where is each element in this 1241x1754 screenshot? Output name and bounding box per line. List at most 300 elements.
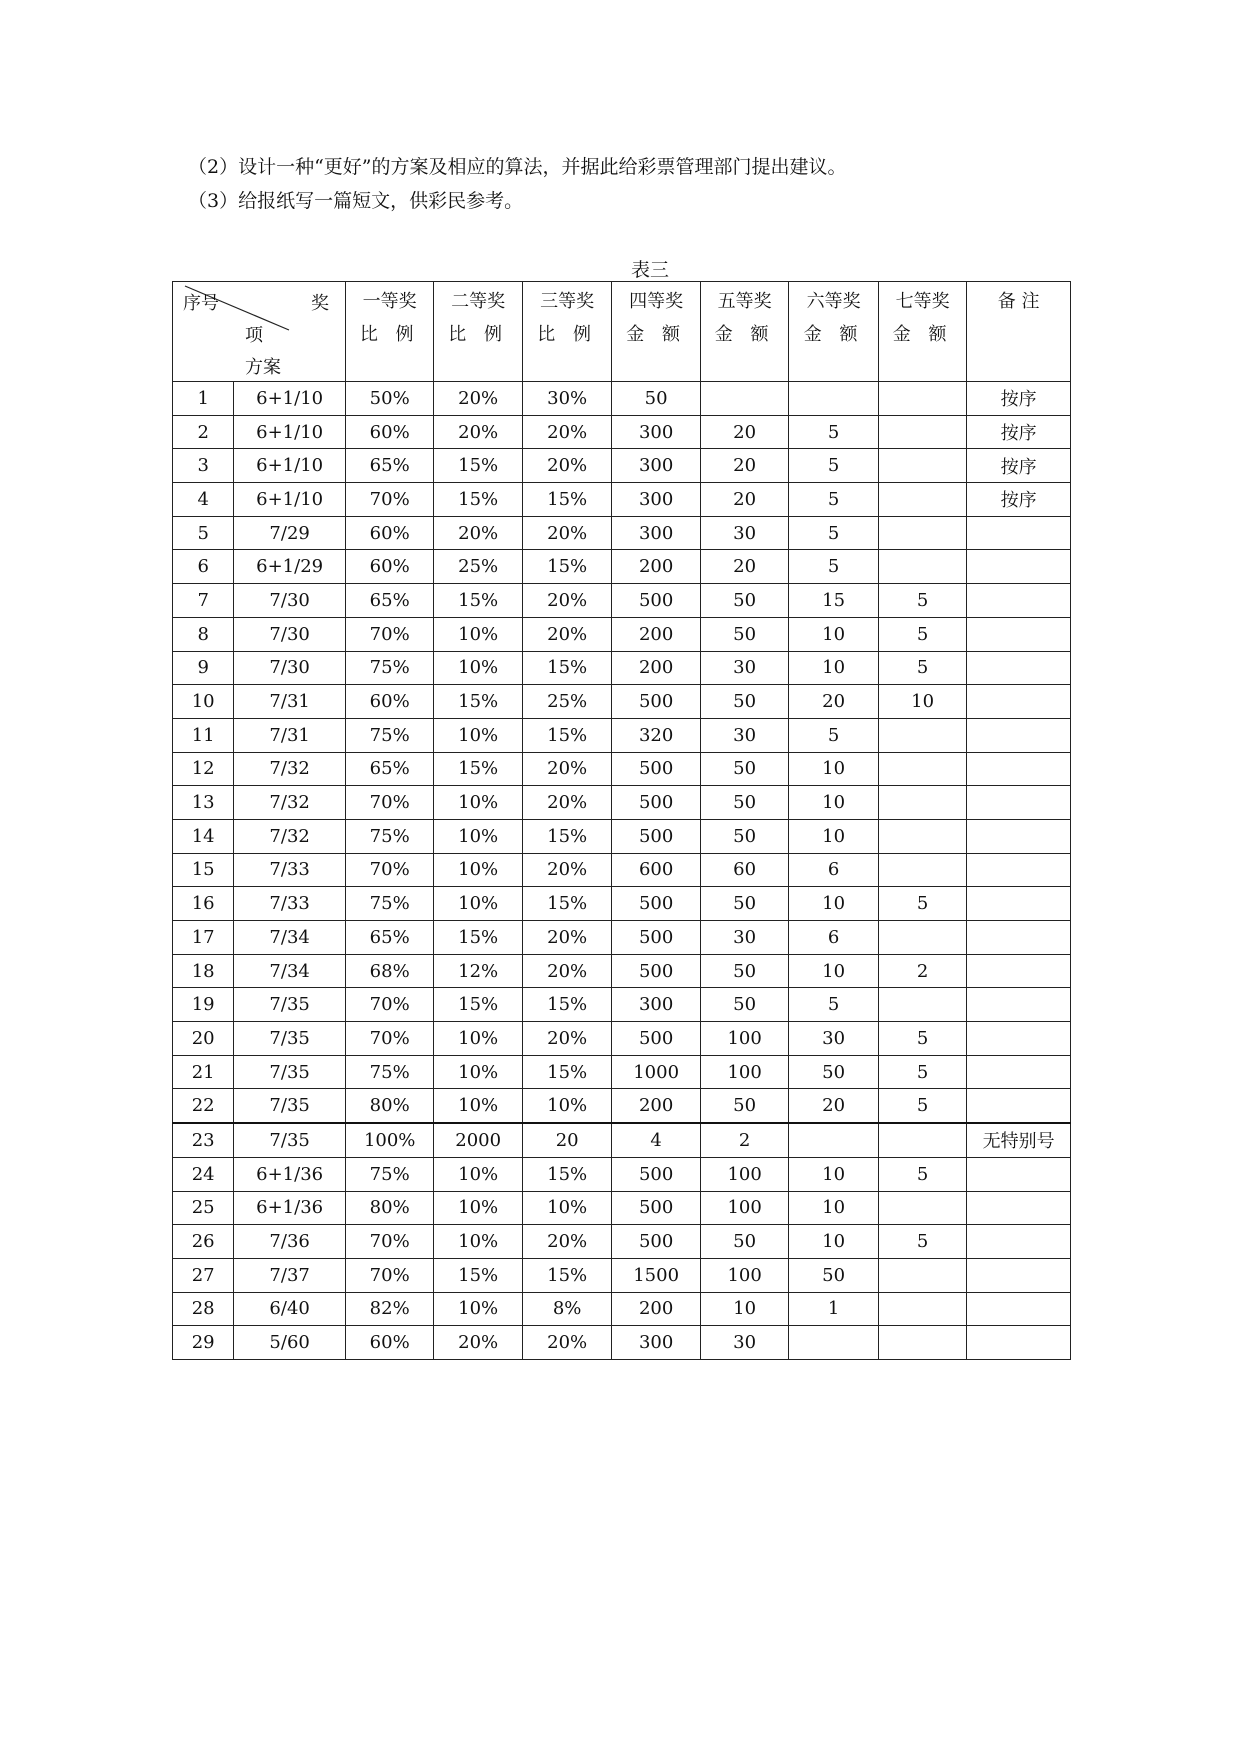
cell-seq: 15 [173, 853, 234, 887]
header-col-3-line2: 比 例 [537, 324, 598, 345]
cell-prize2-ratio: 10% [434, 617, 522, 651]
cell-scheme: 7/32 [234, 786, 346, 820]
cell-prize7-amount [878, 752, 966, 786]
cell-remarks [967, 988, 1071, 1022]
cell-prize4-amount: 300 [612, 483, 700, 517]
cell-scheme: 7/35 [234, 1089, 346, 1123]
cell-prize5-amount: 30 [700, 1326, 788, 1360]
cell-prize3-ratio: 20% [522, 516, 611, 550]
cell-prize2-ratio: 15% [434, 584, 522, 618]
cell-prize7-amount: 5 [878, 1089, 966, 1123]
table-row [173, 685, 1071, 719]
cell-remarks: 按序 [967, 382, 1071, 416]
cell-remarks [967, 1055, 1071, 1089]
cell-prize7-amount [878, 718, 966, 752]
cell-prize4-amount: 300 [612, 1326, 700, 1360]
cell-prize4-amount: 500 [612, 685, 700, 719]
table-row [173, 1292, 1071, 1326]
table-row [173, 516, 1071, 550]
cell-scheme: 7/29 [234, 516, 346, 550]
cell-seq: 13 [173, 786, 234, 820]
header-col-4-line1: 四等奖 [629, 291, 684, 312]
cell-remarks [967, 786, 1071, 820]
header-col-4-line2: 金 额 [626, 324, 686, 345]
cell-prize2-ratio: 15% [434, 449, 522, 483]
cell-prize1-ratio: 100% [345, 1123, 433, 1157]
header-col-3 [522, 282, 611, 382]
cell-seq: 24 [173, 1157, 234, 1191]
cell-prize4-amount: 500 [612, 786, 700, 820]
cell-prize3-ratio: 15% [522, 483, 611, 517]
cell-prize3-ratio: 20% [522, 415, 611, 449]
header-col-2-line2: 比 例 [448, 324, 509, 345]
cell-prize2-ratio: 15% [434, 685, 522, 719]
cell-prize7-amount [878, 988, 966, 1022]
cell-remarks [967, 1326, 1071, 1360]
cell-prize7-amount [878, 819, 966, 853]
cell-prize6-amount: 10 [789, 954, 878, 988]
cell-scheme: 6+1/10 [234, 382, 346, 416]
lottery-scheme-table [172, 281, 1071, 1360]
table-header-row [173, 282, 1071, 382]
cell-scheme: 7/34 [234, 954, 346, 988]
cell-seq: 9 [173, 651, 234, 685]
cell-remarks [967, 685, 1071, 719]
cell-seq: 20 [173, 1022, 234, 1056]
cell-prize4-amount: 200 [612, 1089, 700, 1123]
cell-prize5-amount: 100 [700, 1191, 788, 1225]
cell-prize1-ratio: 70% [345, 483, 433, 517]
cell-prize3-ratio: 15% [522, 1055, 611, 1089]
cell-prize3-ratio: 20% [522, 786, 611, 820]
cell-prize5-amount: 2 [700, 1123, 788, 1157]
header-col-7 [878, 282, 966, 382]
header-item-label: 项 [245, 325, 263, 346]
cell-prize4-amount: 300 [612, 516, 700, 550]
cell-seq: 23 [173, 1123, 234, 1157]
cell-prize6-amount: 10 [789, 1225, 878, 1259]
cell-prize2-ratio: 10% [434, 1157, 522, 1191]
header-col-1 [345, 282, 433, 382]
cell-prize4-amount: 300 [612, 415, 700, 449]
cell-prize7-amount [878, 1191, 966, 1225]
cell-prize4-amount: 600 [612, 853, 700, 887]
cell-prize3-ratio: 30% [522, 382, 611, 416]
cell-prize5-amount: 100 [700, 1022, 788, 1056]
table-row [173, 752, 1071, 786]
cell-prize6-amount: 10 [789, 1191, 878, 1225]
cell-prize3-ratio: 20% [522, 617, 611, 651]
header-seq-label: 序号 [183, 293, 219, 314]
cell-scheme: 7/36 [234, 1225, 346, 1259]
cell-remarks [967, 1258, 1071, 1292]
table-row [173, 1225, 1071, 1259]
cell-prize2-ratio: 20% [434, 415, 522, 449]
cell-prize3-ratio: 20% [522, 584, 611, 618]
table-row [173, 819, 1071, 853]
cell-prize7-amount [878, 1123, 966, 1157]
table-row [173, 1326, 1071, 1360]
cell-prize1-ratio: 70% [345, 1225, 433, 1259]
cell-prize5-amount: 20 [700, 415, 788, 449]
cell-remarks [967, 1022, 1071, 1056]
cell-prize7-amount [878, 1326, 966, 1360]
cell-prize7-amount [878, 449, 966, 483]
cell-prize5-amount: 50 [700, 752, 788, 786]
cell-prize2-ratio: 20% [434, 382, 522, 416]
table-row [173, 584, 1071, 618]
cell-prize7-amount [878, 853, 966, 887]
cell-prize5-amount: 30 [700, 651, 788, 685]
cell-prize1-ratio: 70% [345, 988, 433, 1022]
cell-prize6-amount: 5 [789, 449, 878, 483]
cell-scheme: 6+1/10 [234, 415, 346, 449]
table-caption: 表三 [630, 259, 669, 281]
cell-prize5-amount: 50 [700, 617, 788, 651]
cell-prize1-ratio: 75% [345, 1157, 433, 1191]
cell-prize6-amount: 5 [789, 516, 878, 550]
table-row [173, 1123, 1071, 1157]
cell-prize1-ratio: 65% [345, 752, 433, 786]
cell-prize4-amount: 500 [612, 921, 700, 955]
cell-prize3-ratio: 20 [522, 1123, 611, 1157]
cell-prize3-ratio: 15% [522, 651, 611, 685]
cell-prize6-amount: 5 [789, 415, 878, 449]
header-col-5-line2: 金 额 [714, 324, 775, 345]
cell-seq: 8 [173, 617, 234, 651]
cell-prize2-ratio: 20% [434, 1326, 522, 1360]
cell-seq: 16 [173, 887, 234, 921]
cell-seq: 4 [173, 483, 234, 517]
cell-prize3-ratio: 25% [522, 685, 611, 719]
cell-remarks: 无特别号 [967, 1123, 1071, 1157]
cell-prize3-ratio: 15% [522, 550, 611, 584]
cell-prize4-amount: 500 [612, 1225, 700, 1259]
cell-scheme: 7/30 [234, 617, 346, 651]
cell-scheme: 7/34 [234, 921, 346, 955]
table-row [173, 617, 1071, 651]
cell-scheme: 7/32 [234, 819, 346, 853]
cell-prize5-amount: 20 [700, 449, 788, 483]
cell-scheme: 7/32 [234, 752, 346, 786]
cell-seq: 3 [173, 449, 234, 483]
cell-prize7-amount [878, 415, 966, 449]
cell-seq: 25 [173, 1191, 234, 1225]
cell-remarks: 按序 [967, 483, 1071, 517]
table-row [173, 382, 1071, 416]
table-row [173, 1258, 1071, 1292]
cell-prize1-ratio: 75% [345, 1055, 433, 1089]
cell-prize2-ratio: 2000 [434, 1123, 522, 1157]
cell-prize1-ratio: 68% [345, 954, 433, 988]
cell-prize6-amount: 5 [789, 483, 878, 517]
cell-prize1-ratio: 70% [345, 786, 433, 820]
cell-prize2-ratio: 10% [434, 1089, 522, 1123]
cell-prize7-amount: 5 [878, 584, 966, 618]
header-col-4 [612, 282, 700, 382]
cell-prize4-amount: 500 [612, 887, 700, 921]
cell-prize5-amount: 60 [700, 853, 788, 887]
cell-prize7-amount: 2 [878, 954, 966, 988]
cell-seq: 26 [173, 1225, 234, 1259]
cell-prize3-ratio: 15% [522, 1157, 611, 1191]
cell-seq: 18 [173, 954, 234, 988]
cell-seq: 2 [173, 415, 234, 449]
cell-prize4-amount: 50 [612, 382, 700, 416]
cell-prize3-ratio: 20% [522, 752, 611, 786]
cell-prize6-amount: 6 [789, 853, 878, 887]
cell-prize5-amount: 50 [700, 786, 788, 820]
cell-scheme: 6+1/29 [234, 550, 346, 584]
cell-prize7-amount: 10 [878, 685, 966, 719]
cell-prize1-ratio: 60% [345, 685, 433, 719]
cell-seq: 11 [173, 718, 234, 752]
cell-prize7-amount: 5 [878, 617, 966, 651]
table-row [173, 1055, 1071, 1089]
header-scheme-label: 方案 [245, 357, 281, 378]
cell-scheme: 6+1/36 [234, 1191, 346, 1225]
cell-remarks [967, 887, 1071, 921]
cell-prize5-amount: 50 [700, 1225, 788, 1259]
header-col-remarks [967, 282, 1071, 382]
cell-prize3-ratio: 20% [522, 853, 611, 887]
cell-prize7-amount [878, 483, 966, 517]
cell-prize3-ratio: 15% [522, 988, 611, 1022]
cell-prize4-amount: 200 [612, 651, 700, 685]
cell-prize5-amount: 10 [700, 1292, 788, 1326]
cell-prize1-ratio: 75% [345, 718, 433, 752]
header-col-6-line2: 金 额 [803, 324, 864, 345]
cell-prize2-ratio: 10% [434, 887, 522, 921]
cell-prize1-ratio: 60% [345, 550, 433, 584]
cell-prize2-ratio: 10% [434, 786, 522, 820]
cell-remarks: 按序 [967, 415, 1071, 449]
cell-seq: 27 [173, 1258, 234, 1292]
cell-scheme: 6/40 [234, 1292, 346, 1326]
cell-prize2-ratio: 10% [434, 1022, 522, 1056]
header-col-remarks-line1: 备 注 [997, 291, 1040, 312]
cell-prize7-amount: 5 [878, 651, 966, 685]
cell-prize1-ratio: 70% [345, 1258, 433, 1292]
cell-seq: 5 [173, 516, 234, 550]
cell-prize4-amount: 500 [612, 752, 700, 786]
cell-prize6-amount: 5 [789, 718, 878, 752]
cell-remarks: 按序 [967, 449, 1071, 483]
cell-prize5-amount: 100 [700, 1157, 788, 1191]
cell-prize5-amount: 30 [700, 516, 788, 550]
cell-remarks [967, 550, 1071, 584]
table-row [173, 483, 1071, 517]
cell-remarks [967, 1191, 1071, 1225]
cell-prize2-ratio: 10% [434, 1292, 522, 1326]
cell-prize6-amount [789, 382, 878, 416]
cell-seq: 14 [173, 819, 234, 853]
cell-seq: 21 [173, 1055, 234, 1089]
table-row [173, 1191, 1071, 1225]
cell-prize2-ratio: 10% [434, 819, 522, 853]
cell-prize3-ratio: 20% [522, 954, 611, 988]
header-col-6 [789, 282, 878, 382]
header-col-3-line1: 三等奖 [540, 291, 595, 312]
cell-prize6-amount: 1 [789, 1292, 878, 1326]
cell-prize2-ratio: 15% [434, 752, 522, 786]
cell-prize6-amount: 10 [789, 887, 878, 921]
cell-prize6-amount: 5 [789, 550, 878, 584]
table-row [173, 718, 1071, 752]
cell-prize6-amount: 20 [789, 685, 878, 719]
cell-prize6-amount: 10 [789, 786, 878, 820]
table-row [173, 1157, 1071, 1191]
cell-prize6-amount [789, 1123, 878, 1157]
cell-scheme: 6+1/36 [234, 1157, 346, 1191]
cell-prize6-amount: 10 [789, 752, 878, 786]
cell-prize4-amount: 1500 [612, 1258, 700, 1292]
table-row [173, 853, 1071, 887]
table-row [173, 415, 1071, 449]
cell-seq: 19 [173, 988, 234, 1022]
cell-prize6-amount [789, 1326, 878, 1360]
cell-prize4-amount: 200 [612, 550, 700, 584]
cell-prize4-amount: 300 [612, 988, 700, 1022]
table-row [173, 1089, 1071, 1123]
cell-prize3-ratio: 15% [522, 887, 611, 921]
cell-prize7-amount: 5 [878, 1225, 966, 1259]
cell-remarks [967, 1225, 1071, 1259]
cell-prize6-amount: 10 [789, 1157, 878, 1191]
table-row [173, 786, 1071, 820]
cell-prize7-amount [878, 1292, 966, 1326]
cell-prize7-amount: 5 [878, 1022, 966, 1056]
cell-prize1-ratio: 75% [345, 887, 433, 921]
cell-prize4-amount: 500 [612, 584, 700, 618]
cell-remarks [967, 819, 1071, 853]
cell-prize6-amount: 6 [789, 921, 878, 955]
cell-prize5-amount: 50 [700, 988, 788, 1022]
cell-prize4-amount: 200 [612, 1292, 700, 1326]
cell-remarks [967, 1292, 1071, 1326]
cell-prize4-amount: 300 [612, 449, 700, 483]
cell-prize2-ratio: 10% [434, 1225, 522, 1259]
cell-prize2-ratio: 15% [434, 988, 522, 1022]
cell-scheme: 7/35 [234, 988, 346, 1022]
table-row [173, 550, 1071, 584]
cell-prize3-ratio: 20% [522, 921, 611, 955]
cell-prize7-amount [878, 382, 966, 416]
cell-prize1-ratio: 70% [345, 853, 433, 887]
cell-prize3-ratio: 8% [522, 1292, 611, 1326]
cell-prize6-amount: 50 [789, 1258, 878, 1292]
cell-prize2-ratio: 10% [434, 1055, 522, 1089]
cell-prize3-ratio: 20% [522, 449, 611, 483]
cell-remarks [967, 584, 1071, 618]
cell-prize5-amount: 50 [700, 887, 788, 921]
cell-prize7-amount [878, 550, 966, 584]
cell-prize1-ratio: 50% [345, 382, 433, 416]
cell-prize7-amount: 5 [878, 887, 966, 921]
corner-header-cell [173, 282, 346, 382]
cell-seq: 17 [173, 921, 234, 955]
cell-prize4-amount: 200 [612, 617, 700, 651]
cell-prize1-ratio: 60% [345, 415, 433, 449]
cell-prize2-ratio: 10% [434, 718, 522, 752]
table-row [173, 449, 1071, 483]
cell-prize5-amount: 50 [700, 584, 788, 618]
cell-prize5-amount: 20 [700, 550, 788, 584]
cell-prize2-ratio: 15% [434, 1258, 522, 1292]
header-col-1-line1: 一等奖 [362, 291, 417, 312]
cell-prize7-amount: 5 [878, 1157, 966, 1191]
cell-prize3-ratio: 20% [522, 1225, 611, 1259]
cell-seq: 6 [173, 550, 234, 584]
header-col-2 [434, 282, 522, 382]
cell-prize6-amount: 10 [789, 819, 878, 853]
cell-prize1-ratio: 65% [345, 584, 433, 618]
cell-scheme: 7/37 [234, 1258, 346, 1292]
cell-prize6-amount: 10 [789, 617, 878, 651]
cell-prize2-ratio: 15% [434, 483, 522, 517]
cell-remarks [967, 651, 1071, 685]
cell-prize7-amount: 5 [878, 1055, 966, 1089]
cell-prize1-ratio: 80% [345, 1089, 433, 1123]
cell-prize7-amount [878, 786, 966, 820]
cell-prize2-ratio: 15% [434, 921, 522, 955]
cell-seq: 7 [173, 584, 234, 618]
cell-scheme: 7/31 [234, 685, 346, 719]
cell-prize3-ratio: 20% [522, 1022, 611, 1056]
cell-prize1-ratio: 82% [345, 1292, 433, 1326]
cell-scheme: 7/33 [234, 853, 346, 887]
cell-remarks [967, 718, 1071, 752]
table-row [173, 988, 1071, 1022]
cell-seq: 10 [173, 685, 234, 719]
cell-remarks [967, 853, 1071, 887]
cell-prize1-ratio: 60% [345, 516, 433, 550]
header-col-5 [700, 282, 788, 382]
cell-prize2-ratio: 20% [434, 516, 522, 550]
cell-prize2-ratio: 10% [434, 651, 522, 685]
table-row [173, 921, 1071, 955]
header-col-5-line1: 五等奖 [717, 291, 772, 312]
cell-prize6-amount: 10 [789, 651, 878, 685]
cell-prize1-ratio: 70% [345, 1022, 433, 1056]
cell-prize4-amount: 500 [612, 1157, 700, 1191]
cell-prize5-amount: 50 [700, 1089, 788, 1123]
cell-remarks [967, 954, 1071, 988]
cell-prize6-amount: 15 [789, 584, 878, 618]
cell-scheme: 7/35 [234, 1123, 346, 1157]
cell-prize6-amount: 5 [789, 988, 878, 1022]
cell-prize4-amount: 500 [612, 954, 700, 988]
cell-prize4-amount: 320 [612, 718, 700, 752]
cell-prize5-amount [700, 382, 788, 416]
cell-prize2-ratio: 10% [434, 853, 522, 887]
paragraph-question-3: （3）给报纸写一篇短文，供彩民参考。 [188, 190, 524, 212]
cell-prize1-ratio: 65% [345, 921, 433, 955]
cell-scheme: 7/31 [234, 718, 346, 752]
cell-remarks [967, 1089, 1071, 1123]
paragraph-question-2: （2）设计一种“更好”的方案及相应的算法，并据此给彩票管理部门提出建议。 [188, 156, 847, 178]
cell-prize3-ratio: 15% [522, 1258, 611, 1292]
cell-prize4-amount: 500 [612, 1022, 700, 1056]
cell-prize1-ratio: 60% [345, 1326, 433, 1360]
cell-seq: 1 [173, 382, 234, 416]
cell-prize3-ratio: 20% [522, 1326, 611, 1360]
cell-prize1-ratio: 70% [345, 617, 433, 651]
cell-prize5-amount: 50 [700, 954, 788, 988]
cell-prize5-amount: 50 [700, 819, 788, 853]
cell-remarks [967, 921, 1071, 955]
cell-prize5-amount: 30 [700, 921, 788, 955]
